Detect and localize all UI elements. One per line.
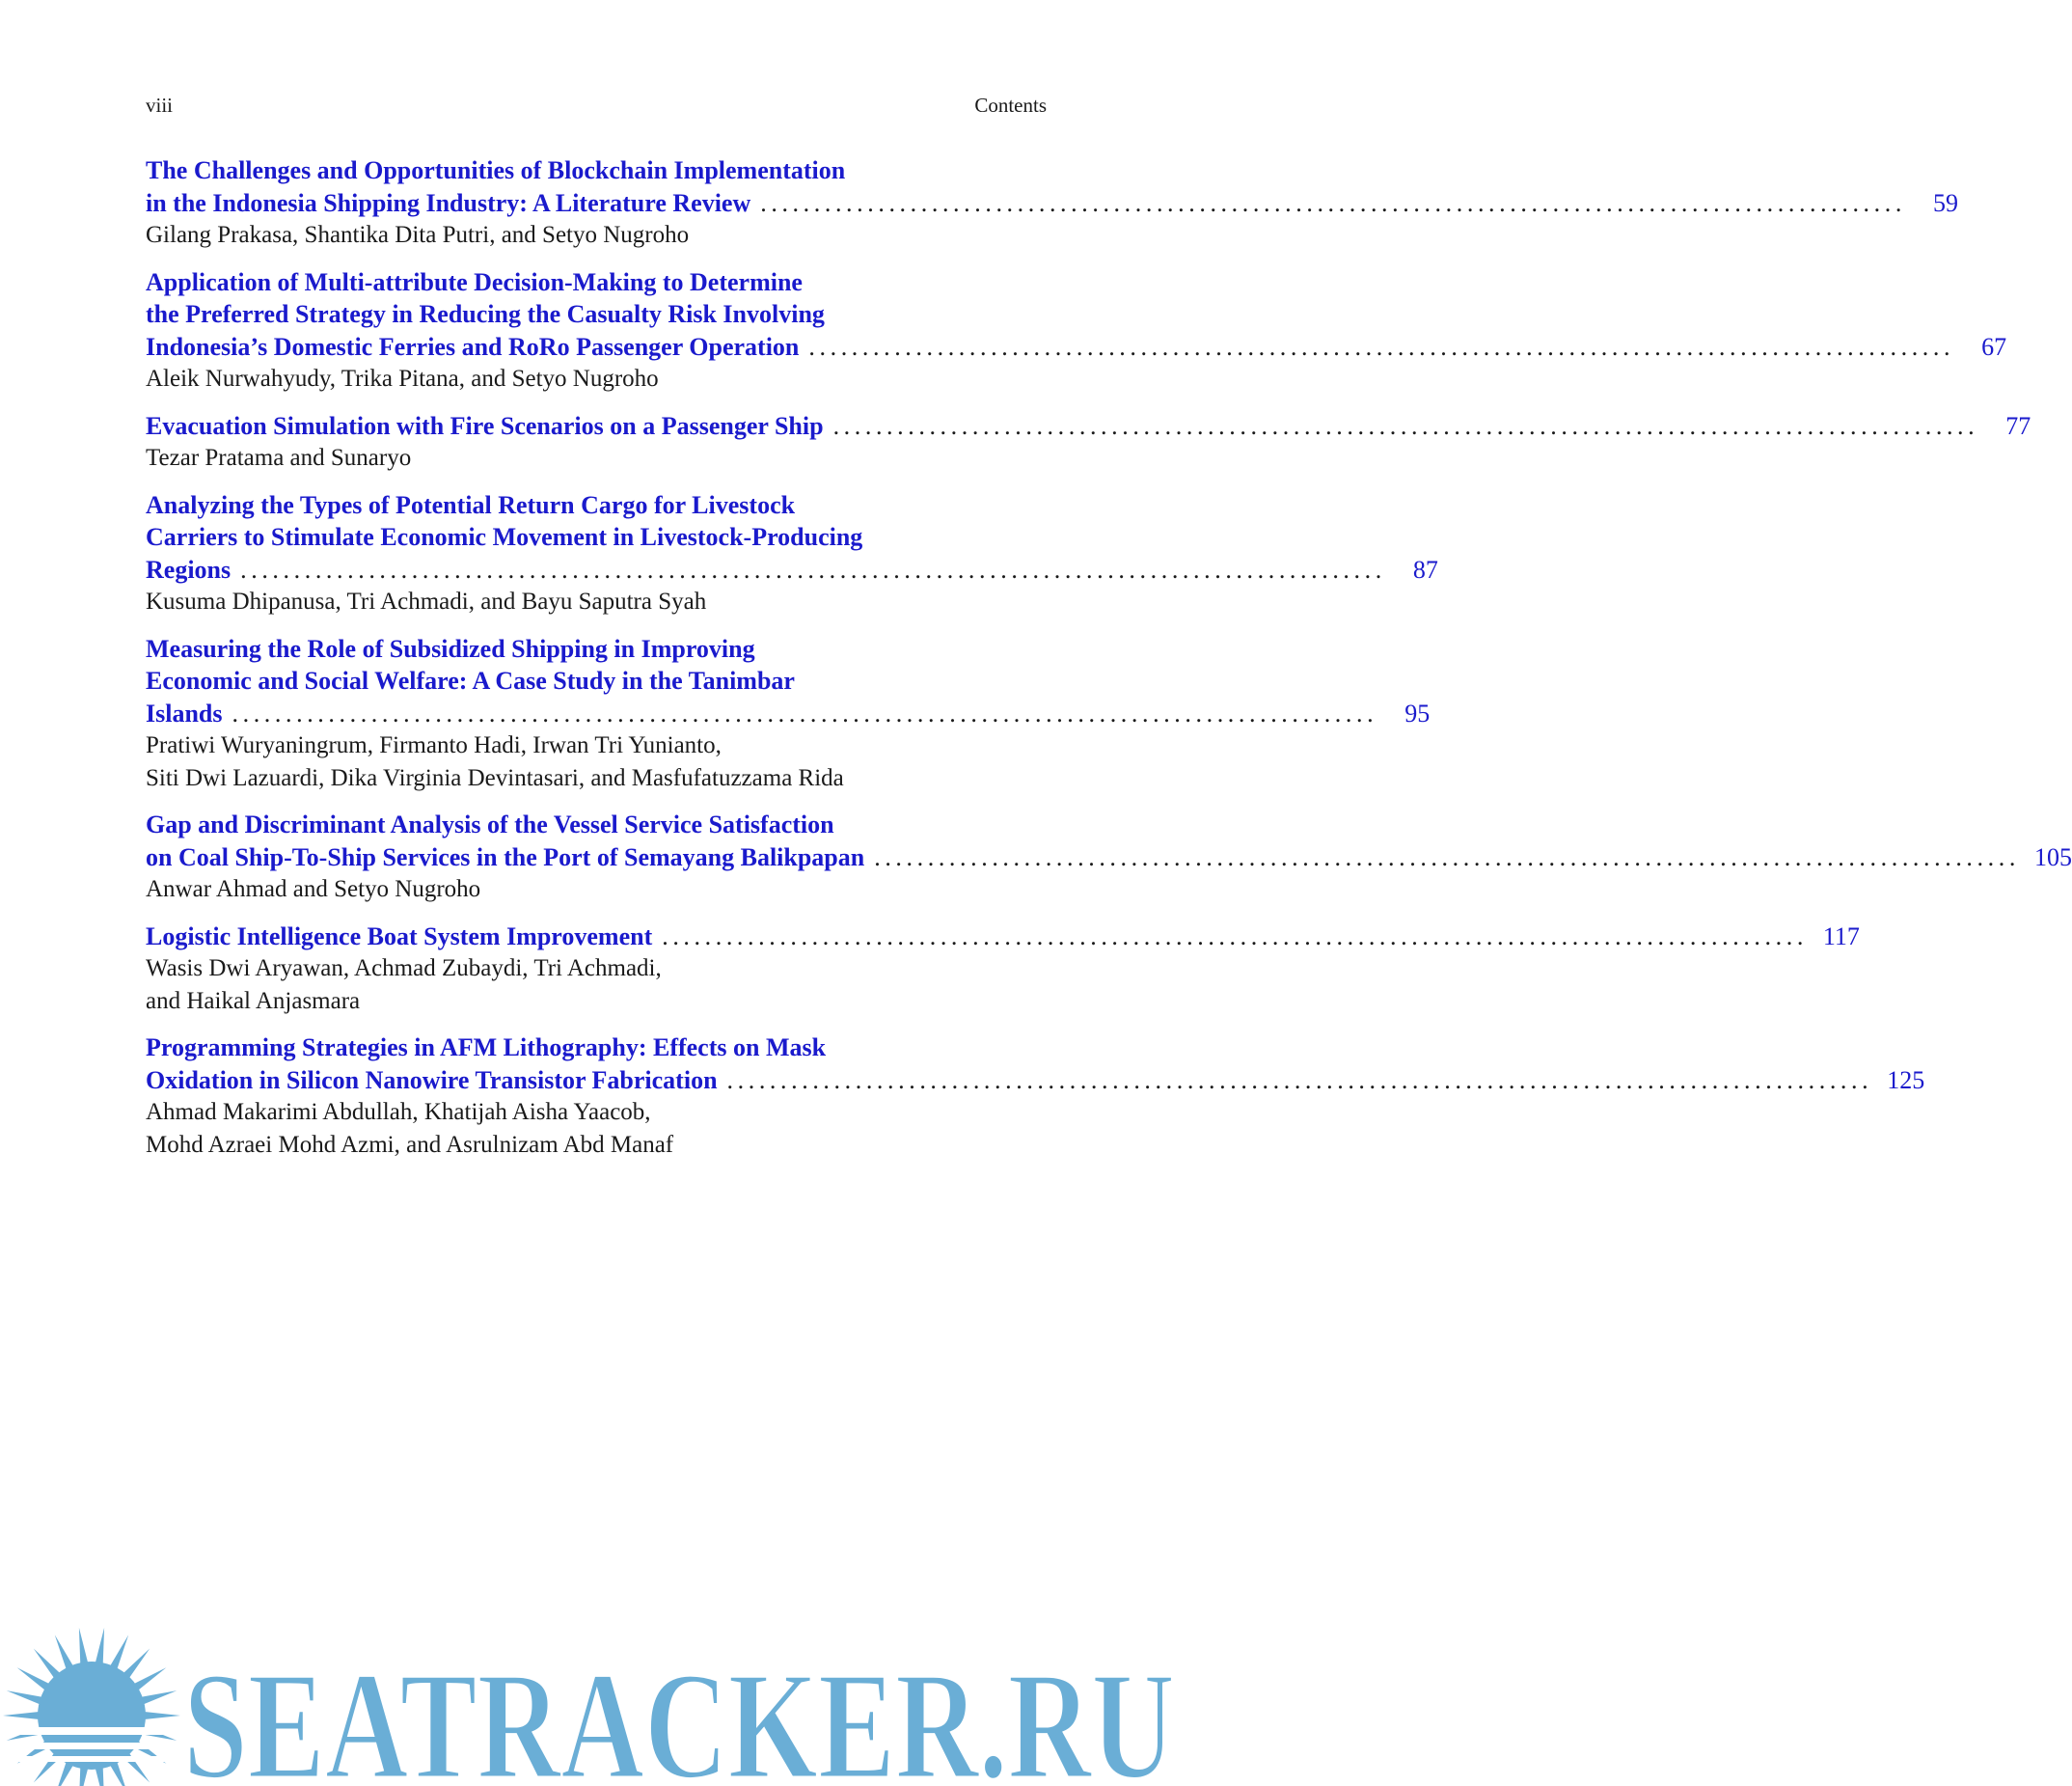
entry-title-line[interactable]: The Challenges and Opportunities of Blockchain Implementation [146, 156, 846, 184]
entry-authors: Kusuma Dhipanusa, Tri Achmadi, and Bayu Saputra Syah [146, 589, 707, 615]
entry-title-line[interactable]: Logistic Intelligence Boat System Improvement [146, 921, 653, 950]
entry-title-last-line[interactable] [146, 841, 2072, 874]
entry-authors: Pratiwi Wuryaningrum, Firmanto Hadi, Irwan Tri Yunianto, [146, 732, 722, 758]
toc-entry[interactable] [146, 489, 1438, 618]
entry-page-number[interactable]: 59 [1932, 188, 1958, 217]
entry-title-line[interactable]: Evacuation Simulation with Fire Scenarios on a Passenger Ship [146, 411, 824, 440]
toc-entry[interactable] [146, 809, 2072, 906]
entry-page-number[interactable]: 87 [1412, 555, 1438, 584]
entry-title-line[interactable]: Analyzing the Types of Potential Return Cargo for Livestock [146, 490, 796, 519]
toc-entry[interactable] [146, 920, 1860, 1018]
entry-title-line[interactable]: on Coal Ship-To-Ship Services in the Port of Semayang Balikpapan [146, 842, 865, 871]
entry-page-number[interactable]: 77 [2005, 411, 2031, 440]
entry-authors: Wasis Dwi Aryawan, Achmad Zubaydi, Tri Achmadi, [146, 955, 662, 981]
entry-authors: Ahmad Makarimi Abdullah, Khatijah Aisha Yaacob, [146, 1099, 651, 1125]
entry-title-line[interactable]: Oxidation in Silicon Nanowire Transistor Fabrication [146, 1065, 718, 1094]
toc-entry[interactable] [146, 1031, 1925, 1161]
entry-title-line[interactable]: Gap and Discriminant Analysis of the Vessel Service Satisfaction [146, 811, 834, 838]
entry-title-last-line[interactable] [146, 1064, 1925, 1097]
leader-dots: ........................................................................................................... [832, 411, 1979, 440]
entry-page-number[interactable]: 67 [1981, 332, 2007, 361]
leader-dots: ........................................................................................................... [726, 1065, 1873, 1094]
watermark [0, 1623, 1178, 1786]
entry-authors: Gilang Prakasa, Shantika Dita Putri, and Setyo Nugroho [146, 222, 690, 248]
sunburst-logo-icon [0, 1628, 193, 1786]
entry-title-line[interactable]: Measuring the Role of Subsidized Shipping in Improving [146, 634, 755, 663]
entry-title-line[interactable]: Regions [146, 555, 232, 584]
entry-title-line[interactable]: Indonesia’s Domestic Ferries and RoRo Passenger Operation [146, 332, 800, 361]
entry-page-number[interactable]: 105 [2033, 842, 2072, 871]
running-head: Contents [974, 94, 1047, 117]
table-of-contents [146, 154, 2072, 1175]
entry-title-last-line[interactable] [146, 698, 1431, 730]
entry-authors: Siti Dwi Lazuardi, Dika Virginia Devintasari, and Masfufatuzzama Rida [146, 764, 844, 791]
entry-title-last-line[interactable] [146, 554, 1438, 587]
leader-dots: ........................................................................................................... [662, 921, 1808, 950]
toc-entry[interactable] [146, 410, 2031, 475]
sunburst-ray [3, 1712, 43, 1720]
entry-title-line[interactable]: Islands [146, 699, 223, 728]
leader-dots: ........................................................................................................... [760, 188, 1906, 217]
leader-dots: ........................................................................................................... [232, 699, 1378, 728]
entry-page-number[interactable]: 95 [1404, 699, 1431, 728]
entry-page-number[interactable]: 117 [1822, 921, 1860, 950]
entry-title-last-line[interactable] [146, 410, 2031, 443]
leader-dots: ........................................................................................................... [808, 332, 1955, 361]
entry-authors: Aleik Nurwahyudy, Trika Pitana, and Setyo Nugroho [146, 366, 659, 392]
entry-authors: and Haikal Anjasmara [146, 987, 361, 1014]
page-header [146, 94, 1047, 123]
watermark-text: SEATRACKER.RU [183, 1639, 1175, 1786]
leader-dots: ........................................................................................................... [240, 555, 1386, 584]
toc-entry[interactable] [146, 266, 2007, 396]
entry-authors: Anwar Ahmad and Setyo Nugroho [146, 876, 481, 902]
toc-entry[interactable] [146, 154, 1958, 252]
entry-title-line[interactable]: Programming Strategies in AFM Lithography: Effects on Mask [146, 1033, 827, 1061]
entry-title-line[interactable]: in the Indonesia Shipping Industry: A Literature Review [146, 188, 751, 217]
entry-title-line[interactable]: the Preferred Strategy in Reducing the Casualty Risk Involving [146, 300, 825, 328]
sunburst-ray [140, 1712, 180, 1720]
leader-dots: ........................................................................................................... [874, 842, 2020, 871]
entry-title-line[interactable]: Economic and Social Welfare: A Case Study in the Tanimbar [146, 667, 795, 695]
entry-title-last-line[interactable] [146, 920, 1860, 953]
entry-authors: Tezar Pratama and Sunaryo [146, 445, 412, 471]
entry-title-last-line[interactable] [146, 331, 2007, 364]
toc-entry[interactable] [146, 633, 1431, 795]
entry-title-line[interactable]: Carriers to Stimulate Economic Movement in Livestock-Producing [146, 523, 863, 551]
entry-title-line[interactable]: Application of Multi-attribute Decision-Making to Determine [146, 267, 803, 296]
entry-title-last-line[interactable] [146, 187, 1958, 220]
entry-authors: Mohd Azraei Mohd Azmi, and Asrulnizam Abd Manaf [146, 1131, 674, 1158]
entry-page-number[interactable]: 125 [1887, 1065, 1925, 1094]
page-number: viii [146, 94, 174, 117]
